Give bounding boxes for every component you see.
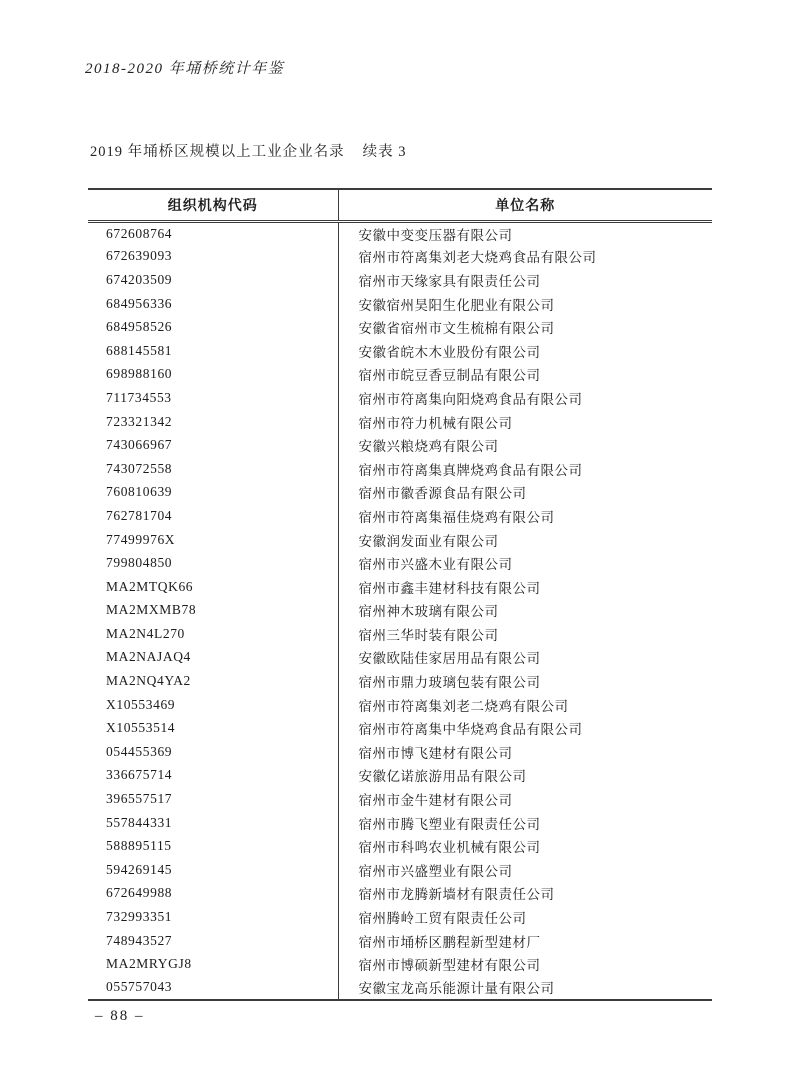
unit-name-cell: 安徽欧陆佳家居用品有限公司: [358, 651, 541, 667]
table-row: [88, 433, 712, 457]
org-code-cell: MA2NQ4YA2: [88, 669, 338, 693]
org-code-cell: 711734553: [88, 386, 338, 410]
unit-name-cell: 宿州市腾飞塑业有限责任公司: [358, 816, 541, 832]
unit-name-cell: 宿州市符离集刘老二烧鸡有限公司: [358, 698, 569, 714]
table-row: [88, 858, 712, 882]
table-row: [88, 221, 712, 245]
unit-name-cell: 安徽亿诺旅游用品有限公司: [358, 769, 527, 785]
enterprise-directory-table: [88, 188, 712, 1001]
table-row: [88, 646, 712, 670]
table-title: [90, 140, 407, 161]
org-code-cell: 672639093: [88, 245, 338, 269]
org-code-cell: 672608764: [88, 221, 338, 245]
table-row: [88, 363, 712, 387]
table-row: [88, 669, 712, 693]
running-head: 2018-2020 年埇桥统计年鉴: [85, 61, 285, 77]
table-row: [88, 882, 712, 906]
org-code-cell: 684958526: [88, 315, 338, 339]
table-row: [88, 976, 712, 1000]
table-row: [88, 811, 712, 835]
table-row: [88, 245, 712, 269]
table-header-row: [88, 189, 712, 221]
org-code-cell: 594269145: [88, 858, 338, 882]
org-code-cell: 684956336: [88, 292, 338, 316]
unit-name-cell: 安徽兴粮烧鸡有限公司: [358, 439, 499, 455]
column-header-unit-name: 单位名称: [338, 189, 712, 221]
unit-name-cell: 安徽润发面业有限公司: [358, 533, 499, 549]
unit-name-cell: 宿州腾岭工贸有限责任公司: [358, 911, 527, 927]
org-code-cell: 799804850: [88, 551, 338, 575]
table-row: [88, 740, 712, 764]
table-row: [88, 528, 712, 552]
unit-name-cell: 宿州市徽香源食品有限公司: [358, 486, 527, 502]
unit-name-cell: 宿州市鑫丰建材科技有限公司: [358, 580, 541, 596]
unit-name-cell: 宿州市皖豆香豆制品有限公司: [358, 368, 541, 384]
unit-name-cell: 宿州三华时装有限公司: [358, 627, 499, 643]
unit-name-cell: 宿州市兴盛塑业有限公司: [358, 863, 513, 879]
unit-name-cell: 宿州市符离集中华烧鸡食品有限公司: [358, 722, 583, 738]
org-code-cell: 748943527: [88, 929, 338, 953]
org-code-cell: 732993351: [88, 905, 338, 929]
unit-name-cell: 宿州市符离集福佳烧鸡有限公司: [358, 509, 555, 525]
table-row: [88, 693, 712, 717]
unit-name-cell: 安徽宝龙高乐能源计量有限公司: [358, 981, 555, 997]
org-code-cell: 396557517: [88, 787, 338, 811]
org-code-cell: 674203509: [88, 268, 338, 292]
org-code-cell: MA2MRYGJ8: [88, 952, 338, 976]
org-code-cell: 336675714: [88, 764, 338, 788]
unit-name-cell: 安徽省皖木木业股份有限公司: [358, 344, 541, 360]
org-code-cell: MA2MTQK66: [88, 575, 338, 599]
table-row: [88, 292, 712, 316]
unit-name-cell: 宿州市符离集向阳烧鸡食品有限公司: [358, 391, 583, 407]
unit-name-cell: 宿州市鼎力玻璃包装有限公司: [358, 675, 541, 691]
table-row: [88, 481, 712, 505]
org-code-cell: 743072558: [88, 457, 338, 481]
table-row: [88, 764, 712, 788]
org-code-cell: 054455369: [88, 740, 338, 764]
table-title-suffix: 续表 3: [362, 144, 407, 160]
page-number: – 88 –: [95, 1008, 145, 1024]
org-code-cell: MA2MXMB78: [88, 599, 338, 623]
unit-name-cell: 宿州市金牛建材有限公司: [358, 793, 513, 809]
unit-name-cell: 安徽宿州昊阳生化肥业有限公司: [358, 297, 555, 313]
table-row: [88, 575, 712, 599]
org-code-cell: MA2NAJAQ4: [88, 646, 338, 670]
unit-name-cell: 宿州市博硕新型建材有限公司: [358, 958, 541, 974]
table-title-text: 2019 年埇桥区规模以上工业企业名录: [90, 144, 345, 160]
table-row: [88, 551, 712, 575]
org-code-cell: 588895115: [88, 834, 338, 858]
unit-name-cell: 宿州市兴盛木业有限公司: [358, 557, 513, 573]
table-row: [88, 504, 712, 528]
org-code-cell: MA2N4L270: [88, 622, 338, 646]
org-code-cell: 743066967: [88, 433, 338, 457]
unit-name-cell: 宿州市埇桥区鹏程新型建材厂: [358, 934, 541, 950]
table-row: [88, 905, 712, 929]
org-code-cell: 688145581: [88, 339, 338, 363]
unit-name-cell: 宿州市龙腾新墙材有限责任公司: [358, 887, 555, 903]
org-code-cell: 762781704: [88, 504, 338, 528]
table-row: [88, 716, 712, 740]
unit-name-cell: 宿州市博飞建材有限公司: [358, 745, 513, 761]
table-row: [88, 410, 712, 434]
org-code-cell: 557844331: [88, 811, 338, 835]
org-code-cell: 055757043: [88, 976, 338, 1000]
org-code-cell: X10553514: [88, 716, 338, 740]
table-row: [88, 787, 712, 811]
table-row: [88, 622, 712, 646]
column-header-org-code: 组织机构代码: [88, 189, 338, 221]
org-code-cell: 672649988: [88, 882, 338, 906]
table-row: [88, 952, 712, 976]
org-code-cell: X10553469: [88, 693, 338, 717]
table-row: [88, 834, 712, 858]
org-code-cell: 760810639: [88, 481, 338, 505]
table-row: [88, 929, 712, 953]
org-code-cell: 698988160: [88, 363, 338, 387]
org-code-cell: 723321342: [88, 410, 338, 434]
table-row: [88, 268, 712, 292]
table-row: [88, 315, 712, 339]
table-row: [88, 339, 712, 363]
unit-name-cell: 宿州市符力机械有限公司: [358, 415, 513, 431]
unit-name-cell: 宿州市符离集真牌烧鸡食品有限公司: [358, 462, 583, 478]
unit-name-cell: 宿州市科鸣农业机械有限公司: [358, 840, 541, 856]
org-code-cell: 77499976X: [88, 528, 338, 552]
unit-name-cell: 宿州市符离集刘老大烧鸡食品有限公司: [358, 250, 597, 266]
unit-name-cell: 安徽中变变压器有限公司: [358, 227, 513, 243]
table-row: [88, 599, 712, 623]
table-row: [88, 457, 712, 481]
unit-name-cell: 宿州神木玻璃有限公司: [358, 604, 499, 620]
unit-name-cell: 宿州市天缘家具有限责任公司: [358, 273, 541, 289]
unit-name-cell: 安徽省宿州市文生梳棉有限公司: [358, 321, 555, 337]
table-row: [88, 386, 712, 410]
